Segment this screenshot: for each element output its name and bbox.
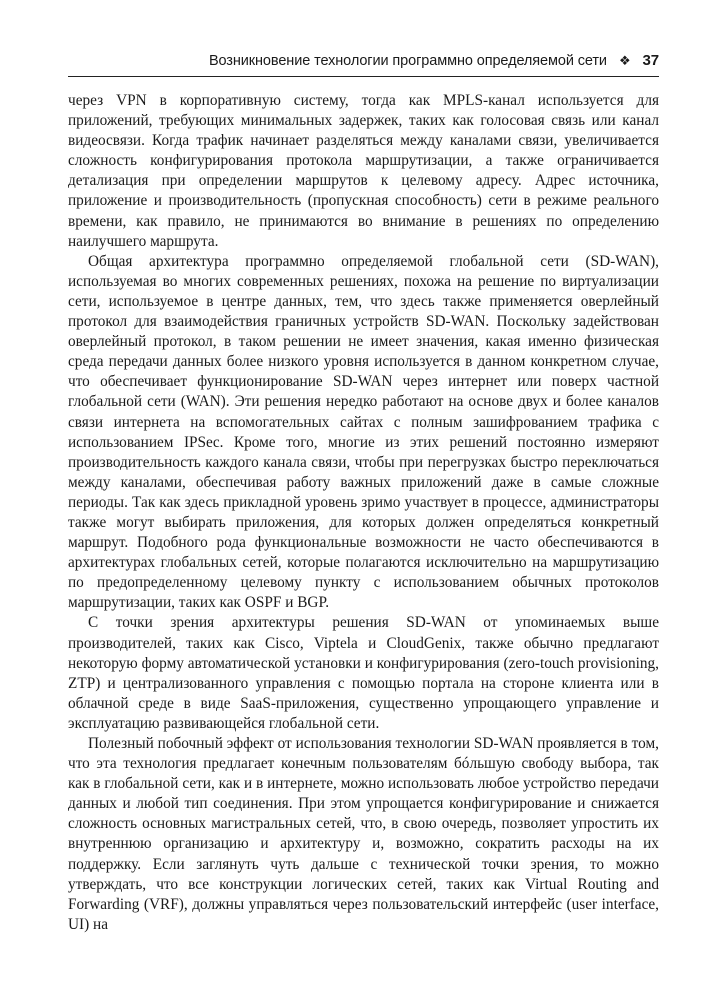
- running-header: [68, 52, 659, 77]
- paragraph-4: Полезный побочный эффект от использования технологии SD-WAN проявляется в том, что эта технология предлагает конечным пользователям бóльшую свободу выбора, так как в глобальной сети, как и в интернете, можно использовать любое устройство передачи данных и любой тип соединения. При этом упрощается конфигурирование и снижается сложность основных магистральных сетей, что, в свою очередь, позволяет упростить их внутреннюю организацию и архитектуру и, возможно, сократить расходы на их поддержку. Если заглянуть чуть дальше с технической точки зрения, то можно утверждать, что все конструкции логических сетей, таких как Virtual Routing and Forwarding (VRF), должны управляться через пользовательский интерфейс (user interface, UI) на: [68, 735, 659, 933]
- paragraph-3: С точки зрения архитектуры решения SD-WAN от упоминаемых выше производителей, таких как Cisco, Viptela и CloudGenix, также обычно предлагают некоторую форму автоматической установки и конфигурирования (zero-touch provisioning, ZTP) и централизованного управления с помощью портала на стороне клиента или в облачной среде в виде SaaS-приложения, существенно упрощающего управление и эксплуатацию развивающейся глобальной сети.: [68, 614, 659, 732]
- chapter-title: Возникновение технологии программно определяемой сети: [208, 53, 607, 69]
- paragraph-1: через VPN в корпоративную систему, тогда как MPLS-канал используется для приложений, требующих минимальных задержек, таких как голосовая связь или канал видеосвязи. Когда трафик начинает разделяться между каналами связи, увеличивается сложность конфигурирования протокола маршрутизации, а также ограничивается детализация при определении маршрутов к целевому адресу. Адрес источника, приложение и производительность (пропускная способность) сети в режиме реального времени, как правило, не принимаются во внимание в решениях по определению наилучшего маршрута.: [68, 92, 659, 250]
- ornament-icon: ❖: [618, 53, 631, 68]
- paragraph-2: Общая архитектура программно определяемой глобальной сети (SD-WAN), используемая во многих современных решениях, похожа на решение по виртуализации сети, используемое в центре данных, тем, что здесь также применяется оверлейный протокол для взаимодействия граничных устройств SD-WAN. Поскольку задействован оверлейный протокол, в таком решении не имеет значения, какая именно физическая среда передачи данных более низкого уровня используется в данном конкретном случае, что обеспечивает функционирование SD-WAN через интернет или поверх частной глобальной сети (WAN). Эти решения нередко работают на основе двух и более каналов связи интернета на вспомогательных сайтах с полным зашифрованием трафика с использованием IPSec. Кроме того, многие из этих решений постоянно измеряют производительность каждого канала связи, чтобы при перегрузках быстро переключаться между каналами, обеспечивая работу важных приложений даже в самые сложные периоды. Так как здесь прикладной уровень зримо участвует в процессе, администраторы также могут выбирать приложения, для которых должен определяться конкретный маршрут. Подобного рода функциональные возможности не часто обеспечиваются в архитектурах глобальных сетей, которые полагаются исключительно на маршрутизацию по предопределенному целевому пункту с использованием обычных протоколов маршрутизации, таких как OSPF и BGP.: [68, 252, 659, 612]
- book-page: [68, 52, 659, 935]
- page-number: 37: [642, 52, 659, 69]
- body-text: [68, 91, 659, 935]
